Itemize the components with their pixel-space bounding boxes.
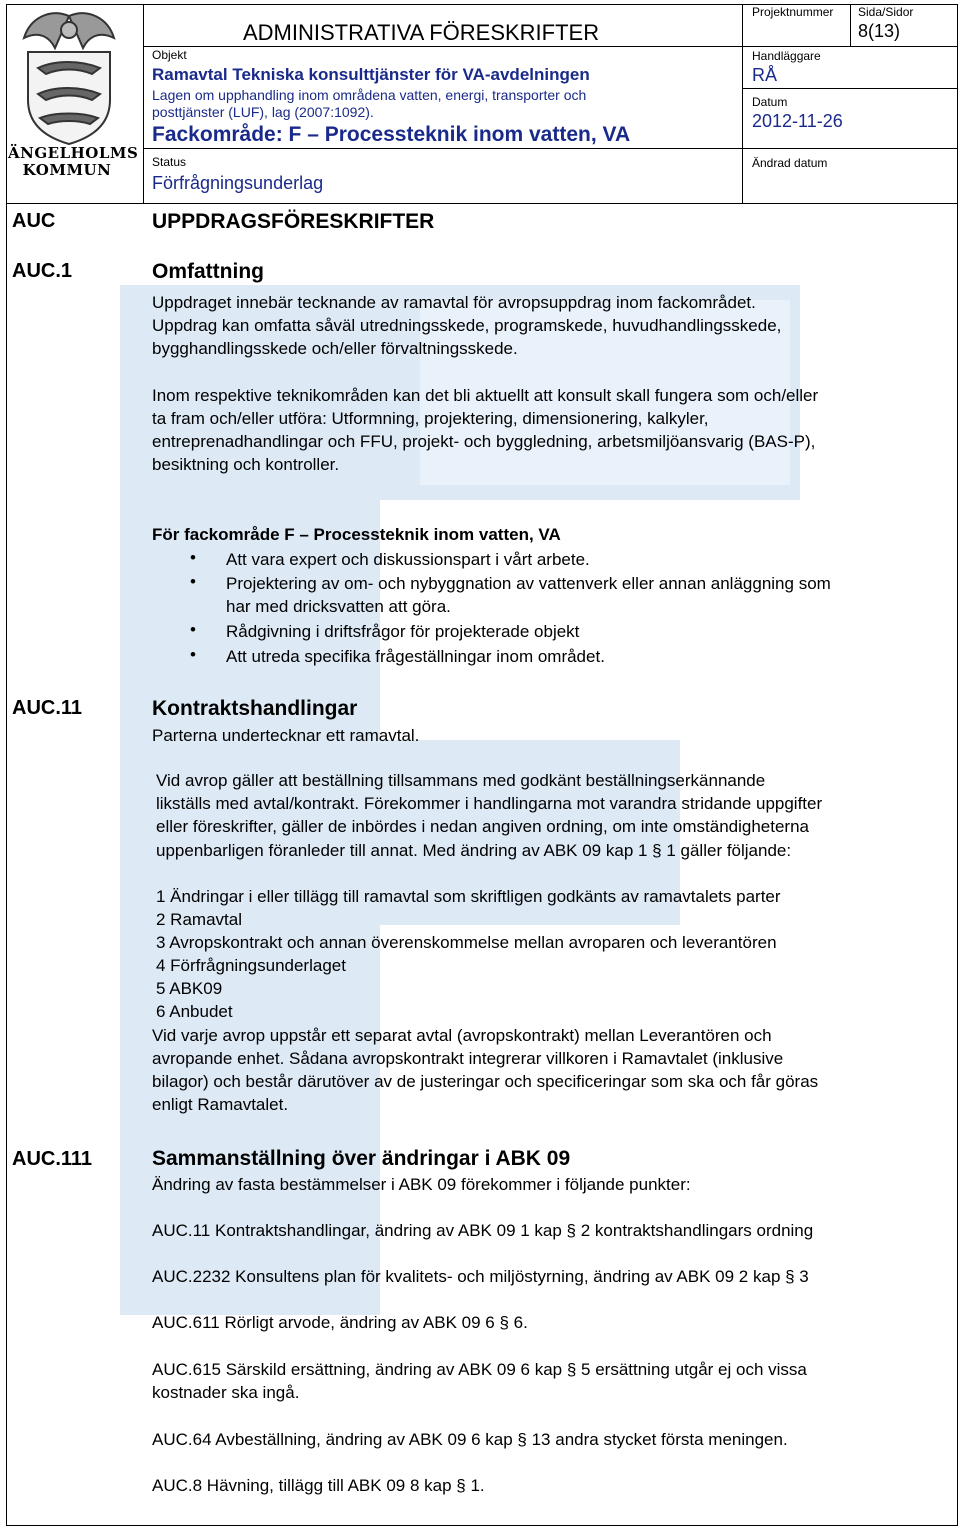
header-divider xyxy=(850,4,851,47)
section-code-auc11: AUC.11 xyxy=(12,697,83,719)
list-item: 3 Avropskontrakt och annan överenskommelse mellan avroparen och leverantören xyxy=(156,933,777,952)
paragraph-line: enligt Ramavtalet. xyxy=(152,1095,289,1114)
list-item: 5 ABK09 xyxy=(156,979,223,998)
list-item: 2 Ramavtal xyxy=(156,910,242,929)
objekt-title: Ramavtal Tekniska konsulttjänster för VA-avdelningen xyxy=(152,65,590,84)
bullet-item: Rådgivning i driftsfrågor för projekterade objekt xyxy=(226,622,580,641)
bullet-item-cont: har med dricksvatten att göra. xyxy=(226,597,451,616)
paragraph-line: Inom respektive teknikområden kan det bli aktuellt att konsult skall fungera som och/eller xyxy=(152,386,819,405)
section-title-auc: UPPDRAGSFÖRESKRIFTER xyxy=(152,210,435,233)
datum-value: 2012-11-26 xyxy=(752,111,843,131)
paragraph-line: bilagor) och består därutöver av de justeringar och specificeringar som ska och får göras xyxy=(152,1072,819,1091)
change-item: AUC.8 Hävning, tillägg till ABK 09 8 kap § 1. xyxy=(152,1476,485,1495)
header-divider xyxy=(742,148,958,149)
status-value: Förfrågningsunderlag xyxy=(152,173,324,193)
bullet-item: Att utreda specifika frågeställningar inom området. xyxy=(226,647,605,666)
fackomrade-title: Fackområde: F – Processteknik inom vatten, VA xyxy=(152,123,631,146)
paragraph-line: likställs med avtal/kontrakt. Förekommer i handlingarna mot varandra stridande uppgifter xyxy=(156,794,823,813)
org-name-line2: KOMMUN xyxy=(22,161,112,179)
section-title-auc1: Omfattning xyxy=(152,260,264,283)
change-item: AUC.64 Avbeställning, ändring av ABK 09 6 kap § 13 andra stycket första meningen. xyxy=(152,1430,788,1449)
bullet-dot: • xyxy=(190,645,196,664)
paragraph-line: besiktning och kontroller. xyxy=(152,455,340,474)
section-code-auc: AUC xyxy=(12,210,56,232)
sida-label: Sida/Sidor xyxy=(858,5,914,19)
objekt-line3: posttjänster (LUF), lag (2007:1092). xyxy=(152,104,374,120)
andrad-datum-label: Ändrad datum xyxy=(752,156,828,170)
bullet-dot: • xyxy=(190,572,196,591)
change-item: AUC.2232 Konsultens plan för kvalitets- och miljöstyrning, ändring av ABK 09 2 kap § 3 xyxy=(152,1267,809,1286)
header-divider xyxy=(143,148,743,149)
header-divider xyxy=(143,4,144,204)
page-border xyxy=(957,204,958,1526)
change-item: AUC.11 Kontraktshandlingar, ändring av ABK 09 1 kap § 2 kontraktshandlingars ordning xyxy=(152,1221,814,1240)
paragraph-line: Uppdraget innebär tecknande av ramavtal för avropsuppdrag inom fackområdet. xyxy=(152,293,756,312)
paragraph-line: uppenbarligen föranleder till annat. Med ändring av ABK 09 kap 1 § 1 gäller följande: xyxy=(156,841,792,860)
section-code-auc111: AUC.111 xyxy=(12,1148,93,1170)
list-item: 1 Ändringar i eller tillägg till ramavtal som skriftligen godkänts av ramavtalets parter xyxy=(156,887,781,906)
page-border xyxy=(6,1525,958,1526)
datum-label: Datum xyxy=(752,95,788,109)
doc-type: ADMINISTRATIVA FÖRESKRIFTER xyxy=(243,20,600,45)
paragraph-line: bygghandlingsskede och/eller förvaltningsskede. xyxy=(152,339,518,358)
paragraph-line: Uppdrag kan omfatta såväl utredningsskede, programskede, huvudhandlingsskede, xyxy=(152,316,782,335)
bullet-item: Projektering av om- och nybyggnation av vattenverk eller annan anläggning som xyxy=(226,574,831,593)
page-border xyxy=(6,204,7,1526)
paragraph-line: avropande enhet. Sådana avropskontrakt integrerar villkoren i Ramavtalet (inklusive xyxy=(152,1049,784,1068)
list-item: 6 Anbudet xyxy=(156,1002,233,1021)
handlaggare-value: RÅ xyxy=(752,65,778,85)
objekt-line2: Lagen om upphandling inom områdena vatten, energi, transporter och xyxy=(152,87,587,103)
section-title-auc11: Kontraktshandlingar xyxy=(152,697,358,720)
fack-heading: För fackområde F – Processteknik inom vatten, VA xyxy=(152,525,561,544)
bullet-dot: • xyxy=(190,548,196,567)
org-name-line1: ÄNGELHOLMS xyxy=(8,144,139,162)
sida-value: 8(13) xyxy=(858,21,901,41)
change-item: AUC.611 Rörligt arvode, ändring av ABK 09 6 § 6. xyxy=(152,1313,528,1332)
change-item: AUC.615 Särskild ersättning, ändring av ABK 09 6 kap § 5 ersättning utgår ej och vissa xyxy=(152,1360,807,1379)
objekt-label: Objekt xyxy=(152,48,187,62)
header-divider xyxy=(742,4,743,204)
paragraph-line: Ändring av fasta bestämmelser i ABK 09 förekommer i följande punkter: xyxy=(152,1175,691,1194)
change-item-cont: kostnader ska ingå. xyxy=(152,1383,300,1402)
bullet-dot: • xyxy=(190,620,196,639)
paragraph-line: ta fram och/eller utföra: Utformning, projektering, dimensionering, kalkyler, xyxy=(152,409,709,428)
status-label: Status xyxy=(152,155,187,169)
paragraph-line: Vid varje avrop uppstår ett separat avtal (avropskontrakt) mellan Leverantören och xyxy=(152,1026,772,1045)
paragraph-line: entreprenadhandlingar och FFU, projekt- och byggledning, arbetsmiljöansvarig (BAS-P), xyxy=(152,432,816,451)
section-title-auc111: Sammanställning över ändringar i ABK 09 xyxy=(152,1147,571,1170)
handlaggare-label: Handläggare xyxy=(752,49,821,63)
bullet-item: Att vara expert och diskussionspart i vårt arbete. xyxy=(226,550,590,569)
header-divider xyxy=(143,46,958,47)
paragraph-line: Parterna undertecknar ett ramavtal. xyxy=(152,726,420,745)
projektnummer-label: Projektnummer xyxy=(752,5,834,19)
paragraph-line: Vid avrop gäller att beställning tillsammans med godkänt beställningserkännande xyxy=(156,771,766,790)
list-item: 4 Förfrågningsunderlaget xyxy=(156,956,346,975)
section-code-auc1: AUC.1 xyxy=(12,260,73,282)
header-divider xyxy=(742,88,958,89)
paragraph-line: eller föreskrifter, gäller de inbördes i nedan angiven ordning, om inte omständigheterna xyxy=(156,817,810,836)
